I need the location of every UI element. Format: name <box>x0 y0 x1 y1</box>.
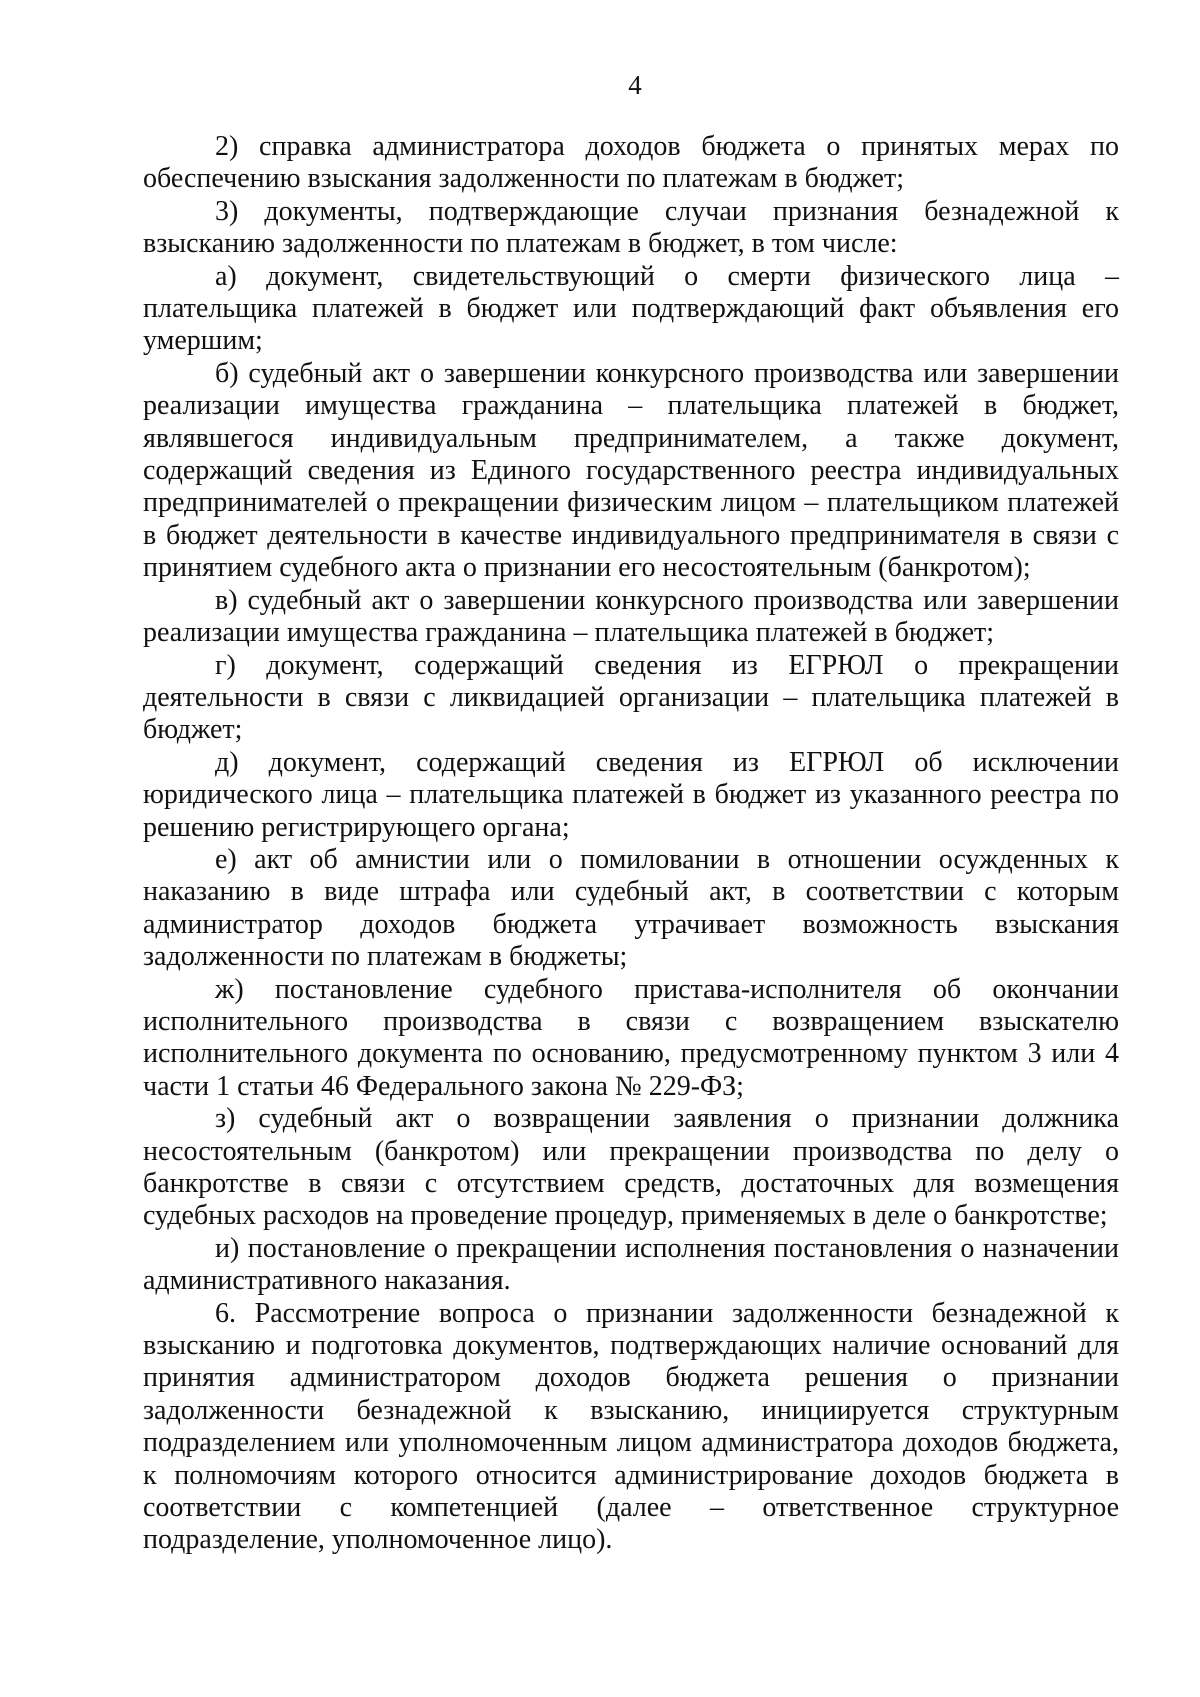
paragraph-item-2: 2) справка администратора доходов бюджета о принятых мерах по обеспечению взыскания задолженности по платежам в бюджет; <box>143 131 1119 195</box>
section-6-paragraph: 6. Рассмотрение вопроса о признании задолженности безнадежной к взысканию и подготовка документов, подтверждающих наличие оснований для принятия администратором доходов бюджета решения о признании задолженности безнадежной к взысканию, инициируется структурным подразделением или уполномоченным лицом администратора доходов бюджета, к полномочиям которого относится администрирование доходов бюджета в соответствии с компетенцией (далее – ответственное структурное подразделение, уполномоченное лицо). <box>143 1297 1119 1556</box>
page-number: 4 <box>628 70 642 100</box>
subitem-v: в) судебный акт о завершении конкурсного производства или завершении реализации имущества гражданина – плательщика платежей в бюджет; <box>143 584 1119 649</box>
paragraph-item-3: 3) документы, подтверждающие случаи признания безнадежной к взысканию задолженности по платежам в бюджет, в том числе: <box>143 195 1119 260</box>
subitem-d: д) документ, содержащий сведения из ЕГРЮЛ об исключении юридического лица – плательщика платежей в бюджет из указанного реестра по решению регистрирующего органа; <box>143 746 1119 843</box>
subitem-zh: ж) постановление судебного пристава-исполнителя об окончании исполнительного производства в связи с возвращением взыскателю исполнительного документа по основанию, предусмотренному пунктом 3 или 4 части 1 статьи 46 Федерального закона № 229-ФЗ; <box>143 973 1119 1102</box>
subitem-g: г) документ, содержащий сведения из ЕГРЮЛ о прекращении деятельности в связи с ликвидацией организации – плательщика платежей в бюджет; <box>143 649 1119 746</box>
subitem-z: з) судебный акт о возвращении заявления о признании должника несостоятельным (банкротом) или прекращении производства по делу о банкротстве в связи с отсутствием средств, достаточных для возмещения судебных расходов на проведение процедур, применяемых в деле о банкротстве; <box>143 1103 1119 1232</box>
document-body <box>143 131 1119 1557</box>
subitem-i: и) постановление о прекращении исполнения постановления о назначении административного наказания. <box>143 1232 1119 1297</box>
subitem-b: б) судебный акт о завершении конкурсного производства или завершении реализации имущества гражданина – плательщика платежей в бюджет, являвшегося индивидуальным предпринимателем, а также документ, содержащий сведения из Единого государственного реестра индивидуальных предпринимателей о прекращении физическим лицом – плательщиком платежей в бюджет деятельности в качестве индивидуального предпринимателя в связи с принятием судебного акта о признании его несостоятельным (банкротом); <box>143 357 1119 584</box>
subitem-e: е) акт об амнистии или о помиловании в отношении осужденных к наказанию в виде штрафа или судебный акт, в соответствии с которым администратор доходов бюджета утрачивает возможность взыскания задолженности по платежам в бюджеты; <box>143 843 1119 973</box>
subitem-a: а) документ, свидетельствующий о смерти физического лица – плательщика платежей в бюджет или подтверждающий факт объявления его умершим; <box>143 260 1119 357</box>
